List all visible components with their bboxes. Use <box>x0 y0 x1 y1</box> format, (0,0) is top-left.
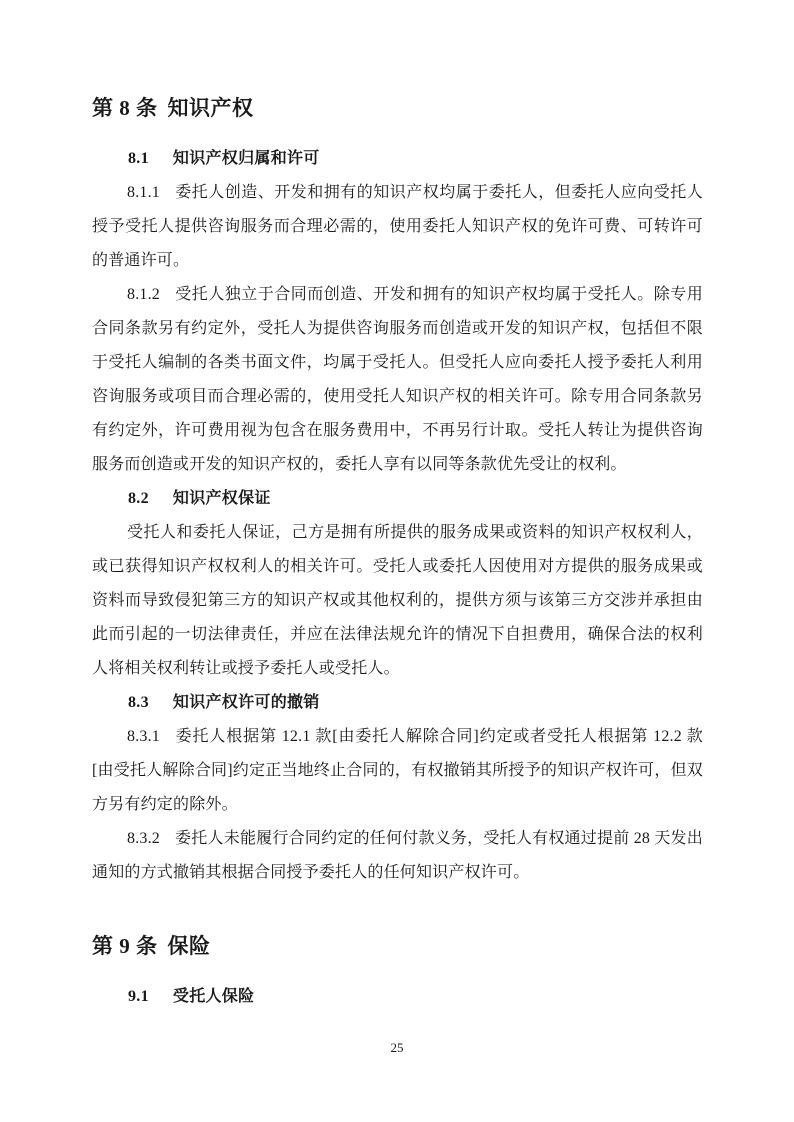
section-8-2-title: 知识产权保证 <box>172 490 271 507</box>
paragraph-8-1-1-number: 8.1.1 <box>127 184 160 201</box>
paragraph-8-3-1-number: 8.3.1 <box>127 728 160 745</box>
section-heading-8-3 <box>92 686 703 720</box>
paragraph-8-1-2 <box>92 278 703 482</box>
paragraph-8-3-1 <box>92 720 703 822</box>
section-9-1-number: 9.1 <box>128 988 149 1005</box>
paragraph-8-2-text: 受托人和委托人保证，己方是拥有所提供的服务成果或资料的知识产权权利人，或已获得知识产权权利人的相关许可。受托人或委托人因使用对方提供的服务成果或资料而导致侵犯第三方的知识产权或其他权利的，提供方须与该第三方交涉并承担由此而引起的一切法律责任，并应在法律法规允许的情况下自担费用，确保合法的权利人将相关权利转让或授予委托人或受托人。 <box>92 524 703 677</box>
paragraph-8-3-2-text: 委托人未能履行合同约定的任何付款义务，受托人有权通过提前 28 天发出通知的方式撤销其根据合同授予委托人的任何知识产权许可。 <box>92 830 703 881</box>
section-heading-9-1 <box>92 980 703 1014</box>
paragraph-8-3-2-number: 8.3.2 <box>127 830 160 847</box>
page-number: 25 <box>390 1040 404 1055</box>
paragraph-8-1-2-text: 受托人独立于合同而创造、开发和拥有的知识产权均属于受托人。除专用合同条款另有约定外，受托人为提供咨询服务而创造或开发的知识产权，包括但不限于受托人编制的各类书面文件，均属于受托人。但受托人应向委托人授予委托人利用咨询服务或项目而合理必需的，使用受托人知识产权的相关许可。除专用合同条款另有约定外，许可费用视为包含在服务费用中，不再另行计取。受托人转让为提供咨询服务而创造或开发的知识产权的，委托人享有以同等条款优先受让的权利。 <box>92 286 703 473</box>
section-8-2-number: 8.2 <box>128 490 149 507</box>
section-heading-8-2 <box>92 482 703 516</box>
section-8-1-number: 8.1 <box>128 150 149 167</box>
paragraph-8-3-2 <box>92 822 703 890</box>
section-8-3-number: 8.3 <box>128 694 149 711</box>
section-9-1-title: 受托人保险 <box>172 988 255 1005</box>
paragraph-8-1-1-text: 委托人创造、开发和拥有的知识产权均属于委托人，但委托人应向受托人授予受托人提供咨询服务而合理必需的，使用委托人知识产权的免许可费、可转许可的普通许可。 <box>92 184 703 269</box>
paragraph-8-3-1-text: 委托人根据第 12.1 款[由委托人解除合同]约定或者受托人根据第 12.2 款[由受托人解除合同]约定正当地终止合同的，有权撤销其所授予的知识产权许可，但双方另有约定的除外。 <box>92 728 703 813</box>
paragraph-8-1-1 <box>92 176 703 278</box>
section-heading-8-1 <box>92 142 703 176</box>
chapter-8-title-text: 知识产权 <box>167 96 254 120</box>
paragraph-8-1-2-number: 8.1.2 <box>127 286 160 303</box>
chapter-9-number: 第 9 条 <box>92 934 158 958</box>
chapter-9-title-text: 保险 <box>167 934 211 958</box>
section-8-3-title: 知识产权许可的撤销 <box>172 694 320 711</box>
chapter-8-heading <box>92 94 703 122</box>
chapter-8-number: 第 8 条 <box>92 96 158 120</box>
chapter-9-heading <box>92 932 703 960</box>
paragraph-8-2-body <box>92 516 703 686</box>
section-8-1-title: 知识产权归属和许可 <box>172 150 320 167</box>
